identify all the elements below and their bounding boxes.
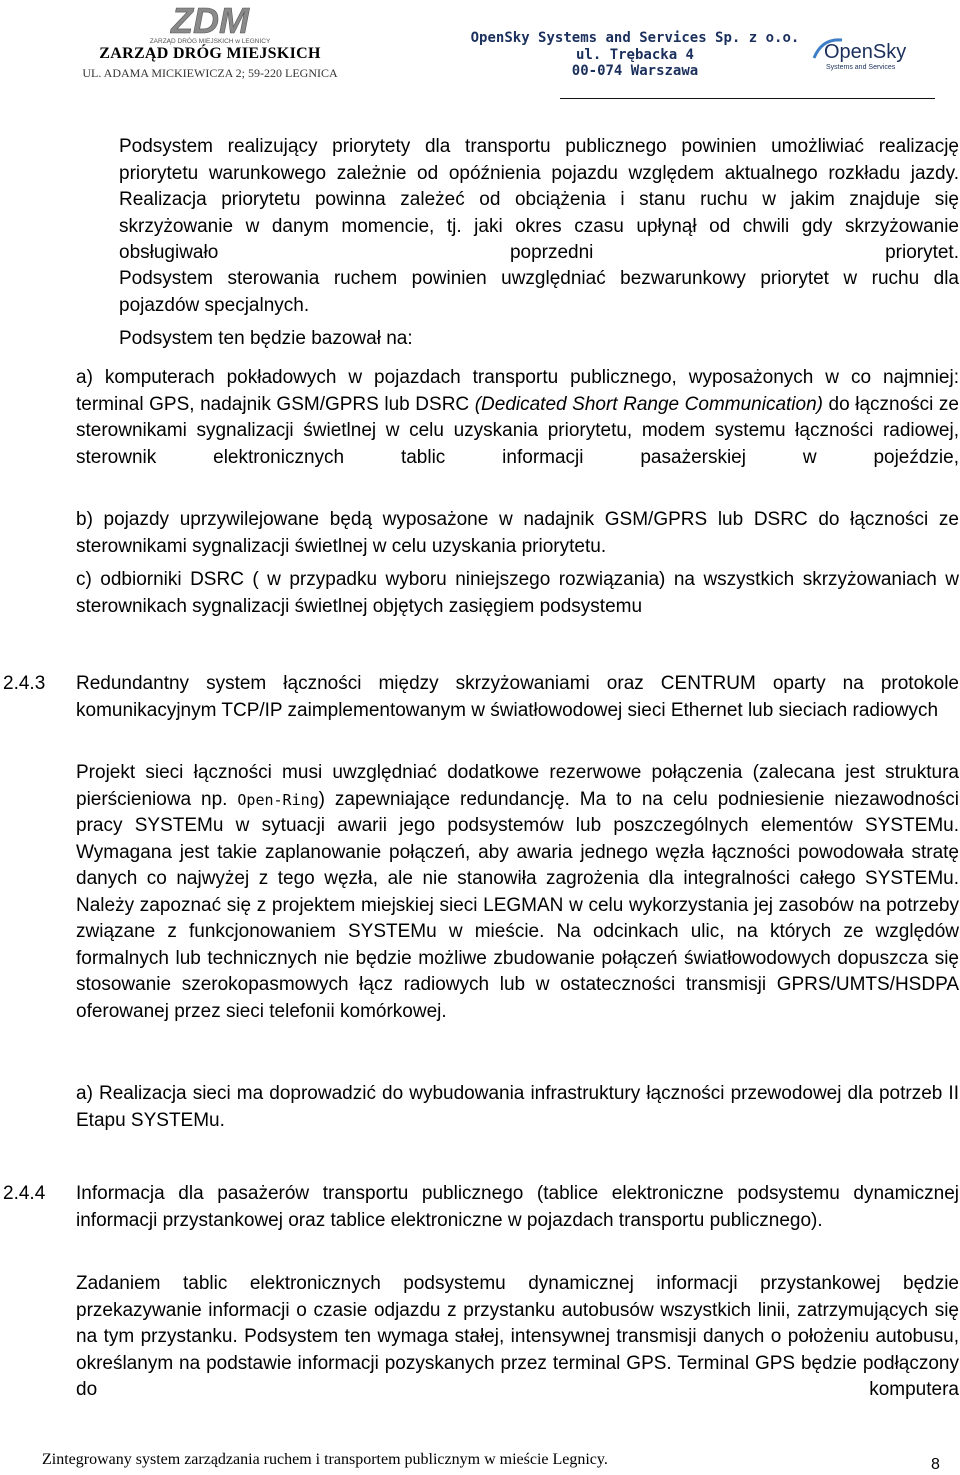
opensky-logo-subtext: Systems and Services [826, 64, 896, 71]
footer-title: Zintegrowany system zarządzania ruchem i transportem publicznym w mieście Legnicy. [42, 1451, 608, 1468]
open-ring-term: Open-Ring [237, 790, 319, 809]
opensky-logo [812, 32, 912, 76]
opensky-logo-text: OpenSky [824, 41, 907, 63]
section-title-2-4-4 [76, 1181, 959, 1234]
left-org-address: UL. ADAMA MICKIEWICZA 2; 59-220 LEGNICA [82, 66, 338, 80]
header-divider [560, 98, 935, 99]
list-item-a-italic: (Dedicated Short Range Communication) [474, 393, 823, 415]
paragraph-priority-unconditional [119, 266, 959, 319]
zdm-logo-subtext: ZARZĄD DRÓG MIEJSKICH w LEGNICY [149, 38, 271, 45]
paragraph-priority-unconditional-text: Podsystem sterowania ruchem powinien uwzględniać bezwarunkowy priorytet w ruchu dla pojazdów specjalnych. [119, 268, 959, 316]
list-item-b [76, 507, 959, 560]
zdm-logo-text: ZDM [171, 3, 249, 41]
section-title-2-4-3-text: Redundantny system łączności między skrzyżowaniami oraz CENTRUM oparty na protokole komunikacyjnym TCP/IP zaimplementowanym w światłowodowej sieci Ethernet lub sieciach radiowych [76, 673, 959, 721]
right-company-name: OpenSky Systems and Services Sp. z o.o. [470, 30, 800, 46]
right-company-block [470, 30, 800, 80]
paragraph-network-redundancy [76, 760, 959, 1025]
section-title-2-4-4-text: Informacja dla pasażerów transportu publicznego (tablice elektroniczne podsystemu dynamicznej informacji przystankowej oraz tablice elektroniczne w pojazdach transportu publicznego). [76, 1183, 959, 1231]
zdm-logo [130, 3, 290, 45]
right-company-street: ul. Trębacka 4 [575, 46, 694, 63]
list-item-a-text-end: do łączności ze sterownikami sygnalizacji świetlnej w celu uzyskania priorytetu, modem systemu łączności radiowej, sterownik elektronicznych tablic informacji pasażerskiej w pojeździe, [76, 393, 959, 468]
list-item-c [76, 567, 959, 620]
page-header [0, 0, 960, 100]
list-item-a [76, 365, 959, 498]
paragraph-network-wired [76, 1081, 959, 1134]
list-item-c-text: c) odbiorniki DSRC ( w przypadku wyboru niniejszego rozwiązania) na wszystkich skrzyżowaniach w sterownikach sygnalizacji świetlnej objętych zasięgiem podsystemu [76, 569, 959, 617]
list-item-a-text: a) komputerach pokładowych w pojazdach transportu publicznego, wyposażonych w co najmniej: terminal GPS, nadajnik GSM/GPRS lub DSRC [76, 367, 959, 415]
paragraph-network-redundancy-text: Projekt sieci łączności musi uwzględniać dodatkowe rezerwowe połączenia (zalecana jest struktura pierścieniowa np. [76, 762, 959, 810]
paragraph-based-on [119, 326, 959, 353]
paragraph-network-redundancy-text-end: ) zapewniające redundancję. Ma to na celu podniesienie niezawodności pracy SYSTEMu w sytuacji awarii jego podsystemów lub poszczególnych elementów SYSTEMu. Wymagana jest takie zaplanowanie połączeń, aby awaria jednego węzła łączności powodowała stratę danych co najwyżej z tego węzła, ale nie stanowiła zagrożenia dla integralności całego SYSTEMu. Należy zapoznać się z projektem miejskiej sieci LEGMAN w celu wykorzystania jej zasobów na potrzeby związane z funkcjonowaniem SYSTEMu w mieście. Na odcinkach ulic, na których ze względów formalnych lub technicznych nie będzie możliwe zbudowanie połączeń światłowodowych dopuszcza się stosowanie szerokopasmowych łącz radiowych lub w ostateczności transmisji GPRS/UMTS/HSDPA oferowanej przez sieci telefonii komórkowej. [76, 788, 959, 1022]
paragraph-passenger-info-text: Zadaniem tablic elektronicznych podsystemu dynamicznej informacji przystankowej będzie przekazywanie informacji o czasie odjazdu z przystanku autobusów wszystkich linii, zatrzymujących się na tym przystanku. Podsystem ten wymaga stałej, intensywnej transmisji danych o położeniu autobusu, określanym na podstawie informacji pozyskanych przez terminal GPS. Terminal GPS będzie podłączony do komputera [76, 1273, 959, 1400]
paragraph-based-on-text: Podsystem ten będzie bazował na: [119, 328, 413, 349]
paragraph-priority-conditional-text: Podsystem realizujący priorytety dla transportu publicznego powinien umożliwiać realizację priorytetu warunkowego zależnie od opóźnienia pojazdu względem aktualnego rozkładu jazdy. Realizacja priorytetu powinna zależeć od obciążenia i stanu ruchu w jakim znajduje się skrzyżowanie w danym momencie, tj. jaki okres czasu upłynął od chwili gdy skrzyżowanie obsługiwało poprzedni priorytet. [119, 136, 959, 263]
right-company-city: 00-074 Warszawa [571, 63, 699, 79]
section-title-2-4-3 [76, 671, 959, 724]
section-number-2-4-3: 2.4.3 [3, 673, 46, 694]
paragraph-passenger-info [76, 1271, 959, 1430]
list-item-b-text: b) pojazdy uprzywilejowane będą wyposażone w nadajnik GSM/GPRS lub DSRC do łączności ze sterownikami sygnalizacji świetlnej w celu uzyskania priorytetu. [76, 509, 959, 557]
paragraph-network-wired-text: a) Realizacja sieci ma doprowadzić do wybudowania infrastruktury łączności przewodowej dla potrzeb II Etapu SYSTEMu. [76, 1083, 959, 1131]
page-number: 8 [931, 1456, 940, 1473]
section-number-2-4-4: 2.4.4 [3, 1183, 46, 1204]
left-org-name: ZARZĄD DRÓG MIEJSKICH [99, 45, 321, 62]
